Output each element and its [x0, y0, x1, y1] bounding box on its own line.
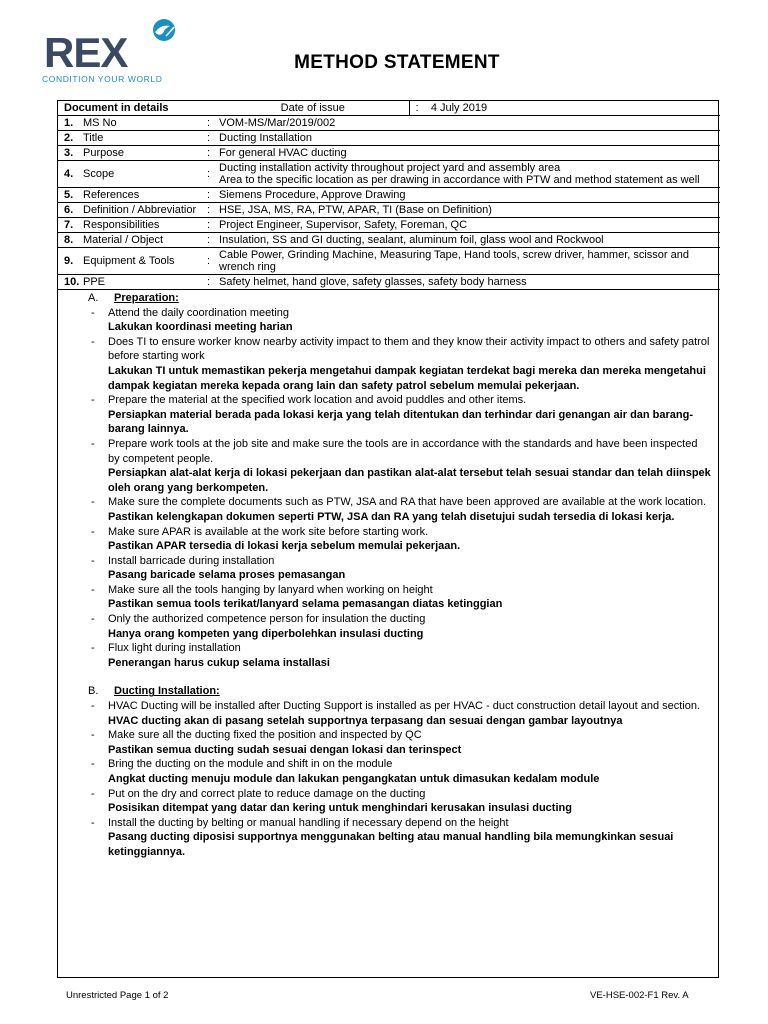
item-indonesian: Pastikan semua ducting sudah sesuai dengan lokasi dan terinspect [108, 743, 462, 756]
row-colon: : [201, 116, 213, 131]
row-colon: : [201, 275, 213, 290]
item-english: Install barricade during installation [108, 554, 275, 567]
item-indonesian: Persiapkan alat-alat kerja di lokasi pekerjaan dan pastikan alat-alat tersebut telah sesuai standar dan telah diinspek oleh orang yang berkompeten. [108, 467, 711, 494]
row-number: 9. [58, 248, 77, 275]
item-english: Make sure all the ducting fixed the position and inspected by QC [108, 729, 422, 742]
dash-bullet: - [91, 787, 95, 800]
row-number: 2. [58, 131, 77, 146]
dash-bullet: - [91, 525, 95, 538]
row-value: Siemens Procedure, Approve Drawing [213, 188, 720, 203]
row-value: HSE, JSA, MS, RA, PTW, APAR, TI (Base on Definition) [213, 203, 720, 218]
ducting-installation-list [88, 699, 712, 860]
row-label: Equipment & Tools [77, 248, 201, 275]
section-title: Preparation: [114, 292, 179, 304]
row-number: 5. [58, 188, 77, 203]
dash-bullet: - [91, 437, 95, 450]
row-colon: : [201, 146, 213, 161]
list-item [88, 306, 712, 335]
section-spacer [88, 670, 712, 684]
list-item [88, 757, 712, 786]
table-row [58, 218, 720, 233]
row-colon: : [201, 248, 213, 275]
dash-bullet: - [91, 613, 95, 626]
item-english: Make sure APAR is available at the work site before starting work. [108, 525, 429, 538]
row-label: Purpose [77, 146, 201, 161]
item-indonesian: Hanya orang kompeten yang diperbolehkan insulasi ducting [108, 627, 424, 640]
item-indonesian: Angkat ducting menuju module dan lakukan pengangkatan untuk dimasukan kedalam module [108, 773, 600, 785]
row-label: Title [77, 131, 201, 146]
row-value: Insulation, SS and GI ducting, sealant, aluminum foil, glass wool and Rockwool [213, 233, 720, 248]
section-heading-preparation [88, 291, 712, 306]
item-indonesian: Lakukan TI untuk memastikan pekerja mengetahui dampak kegiatan terdekat bagi mereka dan mereka mengetahui dampak kegiatan mereka kepada orang lain dan safety patrol sebelum memulai pekerjaan. [108, 364, 706, 392]
list-item [88, 728, 712, 757]
date-value: 4 July 2019 [430, 102, 488, 114]
method-content [58, 290, 718, 860]
scope-line-1: Ducting installation activity throughout project yard and assembly area [219, 162, 561, 174]
row-value: VOM-MS/Mar/2019/002 [213, 116, 720, 131]
item-english: Attend the daily coordination meeting [108, 306, 290, 319]
row-label: PPE [77, 275, 201, 290]
dash-bullet: - [91, 758, 95, 771]
document-title: METHOD STATEMENT [294, 52, 500, 73]
item-indonesian: Lakukan koordinasi meeting harian [108, 321, 293, 334]
table-row [58, 161, 720, 188]
dash-bullet: - [91, 394, 95, 407]
list-item [88, 699, 712, 728]
list-item [88, 335, 712, 393]
list-item [88, 554, 712, 583]
row-colon: : [201, 233, 213, 248]
list-item [88, 612, 712, 641]
table-row [58, 116, 720, 131]
date-of-issue-value: : 4 July 2019 [409, 101, 720, 116]
item-indonesian: Posisikan ditempat yang datar dan kering untuk menghindari kerusakan insulasi ducting [108, 802, 572, 815]
list-item [88, 437, 712, 495]
details-header-row [58, 101, 720, 116]
section-letter: B. [88, 685, 99, 698]
list-item [88, 787, 712, 816]
item-english: Bring the ducting on the module and shift in on the module [108, 758, 393, 771]
row-colon: : [201, 161, 213, 188]
row-number: 6. [58, 203, 77, 218]
item-indonesian: HVAC ducting akan di pasang setelah supportnya terpasang dan sesuai dengan gambar layoutnya [108, 714, 623, 727]
dash-bullet: - [91, 729, 95, 742]
list-item [88, 393, 712, 437]
list-item [88, 583, 712, 612]
item-indonesian: Penerangan harus cukup selama installasi [108, 656, 330, 669]
dash-bullet: - [91, 583, 95, 596]
row-value: For general HVAC ducting [213, 146, 720, 161]
row-colon: : [201, 131, 213, 146]
section-heading-ducting-installation [88, 684, 712, 699]
dash-bullet: - [91, 642, 95, 655]
list-item [88, 525, 712, 554]
list-item [88, 816, 712, 860]
item-english: Only the authorized competence person for insulation the ducting [108, 613, 426, 626]
document-frame [57, 100, 719, 978]
table-row [58, 275, 720, 290]
item-english: HVAC Ducting will be installed after Ducting Support is installed as per HVAC - duct construction detail layout and section. [108, 700, 701, 713]
table-row [58, 248, 720, 275]
item-english: Does TI to ensure worker know nearby activity impact to them and they know their activity impact to others and safety patrol before starting work [108, 335, 710, 363]
list-item [88, 495, 712, 524]
item-english: Flux light during installation [108, 642, 241, 655]
row-label: Material / Object [77, 233, 201, 248]
item-english: Install the ducting by belting or manual handling if necessary depend on the height [108, 816, 509, 829]
dash-bullet: - [91, 816, 95, 829]
list-item [88, 641, 712, 670]
row-colon: : [201, 218, 213, 233]
row-number: 1. [58, 116, 77, 131]
item-english: Make sure all the tools hanging by lanyard when working on height [108, 583, 433, 596]
date-of-issue-label: Date of issue [213, 101, 409, 116]
dash-bullet: - [91, 335, 95, 348]
row-label: Definition / Abbreviatior [77, 203, 201, 218]
row-colon: : [201, 188, 213, 203]
item-english: Prepare the material at the specified work location and avoid puddles and other items. [108, 394, 527, 407]
company-logo [42, 18, 192, 84]
dash-bullet: - [91, 554, 95, 567]
item-english: Make sure the complete documents such as PTW, JSA and RA that have been approved are available at the work location. [108, 496, 707, 509]
table-row [58, 146, 720, 161]
scope-line-2: Area to the specific location as per drawing in accordance with PTW and method statement as well [219, 174, 700, 186]
row-value: Safety helmet, hand glove, safety glasses, safety body harness [213, 275, 720, 290]
dash-bullet: - [91, 700, 95, 713]
item-indonesian: Persiapkan material berada pada lokasi kerja yang telah ditentukan dan terhindar dari genangan air dan barang-barang lainnya. [108, 408, 694, 436]
row-number: 7. [58, 218, 77, 233]
logo-wordmark: REX [44, 29, 128, 76]
table-row [58, 188, 720, 203]
row-number: 4. [58, 161, 77, 188]
row-label: References [77, 188, 201, 203]
table-row [58, 233, 720, 248]
item-indonesian: Pasang ducting diposisi supportnya menggunakan belting atau manual handling bila memungkinkan sesuai ketinggiannya. [108, 831, 674, 858]
row-value: Project Engineer, Supervisor, Safety, Foreman, QC [213, 218, 720, 233]
row-value: Cable Power, Grinding Machine, Measuring Tape, Hand tools, screw driver, hammer, scissor and wrench ring [213, 248, 720, 275]
item-indonesian: Pasang baricade selama proses pemasangan [108, 569, 346, 582]
row-label: MS No [77, 116, 201, 131]
footer-page-info: Unrestricted Page 1 of 2 [66, 990, 169, 1001]
dash-bullet: - [91, 496, 95, 509]
item-indonesian: Pastikan APAR tersedia di lokasi kerja sebelum memulai pekerjaan. [108, 540, 461, 553]
row-value: Ducting Installation [213, 131, 720, 146]
row-value [213, 161, 720, 188]
logo-tagline: CONDITION YOUR WORLD [42, 74, 163, 84]
details-header-label: Document in details [58, 101, 213, 116]
item-english: Put on the dry and correct plate to reduce damage on the ducting [108, 787, 426, 800]
row-number: 10. [58, 275, 77, 290]
row-number: 3. [58, 146, 77, 161]
dash-bullet: - [91, 306, 95, 319]
document-details-table [58, 101, 720, 290]
item-indonesian: Pastikan kelengkapan dokumen seperti PTW, JSA dan RA yang telah disetujui sudah tersedia di lokasi kerja. [108, 510, 675, 523]
row-number: 8. [58, 233, 77, 248]
section-letter: A. [88, 292, 99, 304]
row-colon: : [201, 203, 213, 218]
table-row [58, 131, 720, 146]
section-title: Ducting Installation: [114, 685, 220, 698]
row-label: Responsibilities [77, 218, 201, 233]
row-label: Scope [77, 161, 201, 188]
footer-document-code: VE-HSE-002-F1 Rev. A [590, 990, 689, 1001]
item-english: Prepare work tools at the job site and make sure the tools are in accordance with the standards and have been inspected by competent people. [108, 437, 698, 465]
table-row [58, 203, 720, 218]
item-indonesian: Pastikan semua tools terikat/lanyard selama pemasangan diatas ketinggian [108, 598, 503, 611]
preparation-list [88, 306, 712, 671]
